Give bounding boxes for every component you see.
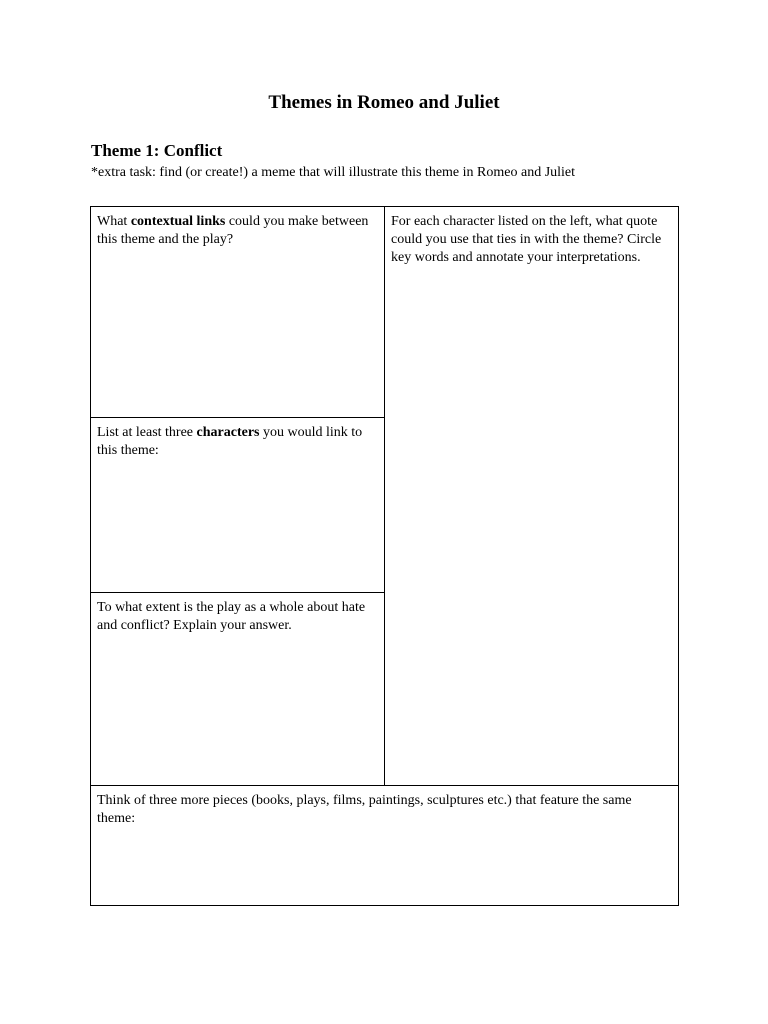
contextual-links-prompt-suffix: could you make between this theme and the play? xyxy=(97,214,369,247)
extra-task-instruction: *extra task: find (or create!) a meme that will illustrate this theme in Romeo and Juliet xyxy=(91,165,576,180)
characters-cell[interactable] xyxy=(91,418,385,593)
characters-prompt-suffix: you would link to this theme: xyxy=(97,425,363,458)
worksheet-table xyxy=(90,206,679,906)
contextual-links-prompt-prefix: What xyxy=(97,214,131,229)
character-quotes-cell[interactable] xyxy=(385,207,678,785)
character-quotes-prompt: For each character listed on the left, what quote could you use that ties in with the theme? Circle key words and annotate your interpretations. xyxy=(391,214,662,265)
related-works-prompt: Think of three more pieces (books, plays, films, paintings, sculptures etc.) that feature the same theme: xyxy=(97,793,632,826)
characters-prompt-prefix: List at least three xyxy=(97,425,197,440)
related-works-cell[interactable] xyxy=(91,785,678,905)
hate-conflict-extent-prompt: To what extent is the play as a whole about hate and conflict? Explain your answer. xyxy=(97,600,366,633)
contextual-links-cell[interactable] xyxy=(91,207,385,418)
theme-heading: Theme 1: Conflict xyxy=(91,141,223,160)
characters-keyword: characters xyxy=(196,425,260,440)
hate-conflict-extent-cell[interactable] xyxy=(91,593,385,785)
contextual-links-keyword: contextual links xyxy=(130,214,226,229)
page-title: Themes in Romeo and Juliet xyxy=(268,92,500,113)
